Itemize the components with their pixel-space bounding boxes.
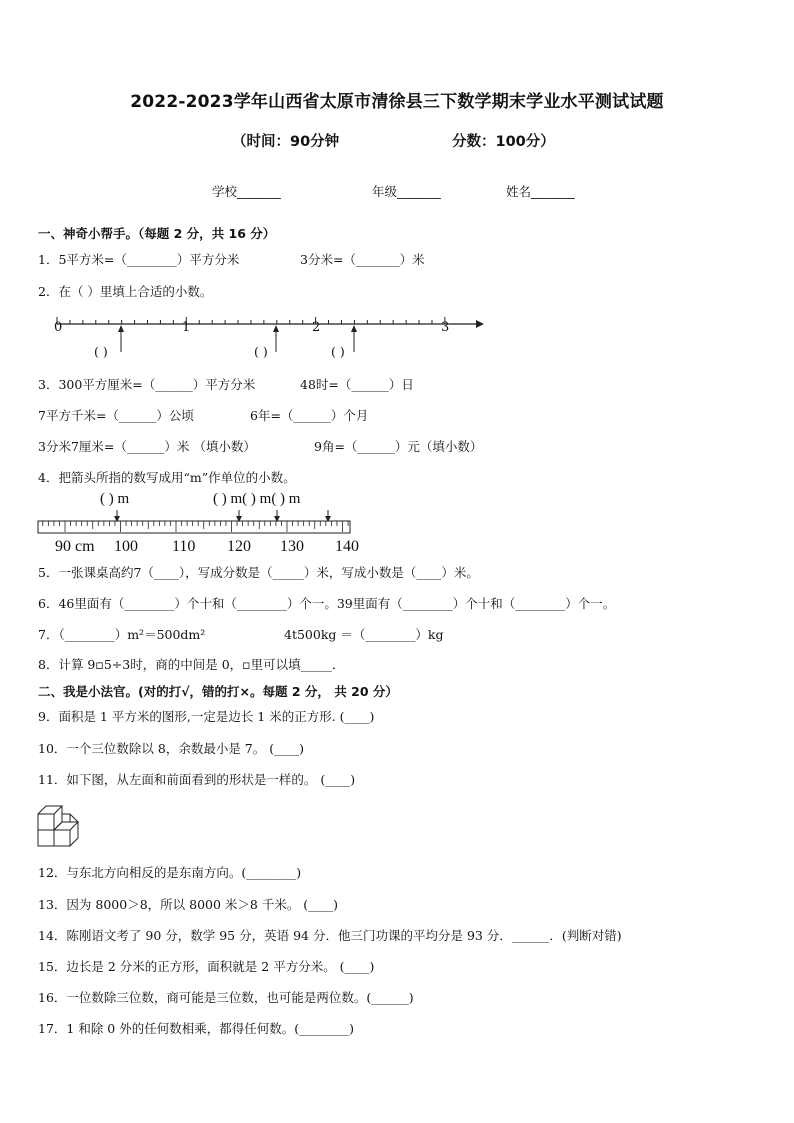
- ruler-label-140: 140: [335, 538, 359, 555]
- question-3a: 3．300平方厘米=（______）平方分米: [38, 377, 256, 392]
- number-line-blank-2: ( ): [254, 344, 268, 359]
- number-line-label-0: 0: [54, 320, 63, 335]
- question-6: 6．46里面有（________）个十和（________）个一。39里面有（________）个十和（________）个一。: [38, 596, 616, 611]
- name-field: 姓名_______: [506, 184, 575, 199]
- question-11: 11．如下图，从左面和前面看到的形状是一样的。 (____): [38, 772, 356, 787]
- question-16: 16．一位数除三位数，商可能是三位数，也可能是两位数。(______): [38, 990, 414, 1005]
- question-8: 8．计算 9▫5÷3时，商的中间是 0，▫里可以填_____．: [38, 657, 345, 672]
- question-4: 4．把箭头所指的数写成用“m”作单位的小数。: [38, 470, 296, 485]
- question-5: 5．一张课桌高约7（____），写成分数是（_____）米，写成小数是（____）米。: [38, 565, 479, 580]
- question-1a: 1．5平方米=（________）平方分米: [38, 252, 240, 267]
- ruler-label-110: 110: [172, 538, 196, 555]
- grade-field: 年级_______: [372, 184, 441, 199]
- question-9: 9．面积是 1 平方米的图形,一定是边长 1 米的正方形. (____): [38, 709, 375, 724]
- question-14: 14．陈刚语文考了 90 分，数学 95 分，英语 94 分．他三门功课的平均分是 93 分．______．(判断对错): [38, 928, 622, 943]
- question-3f: 9角=（______）元（填小数）: [314, 439, 483, 454]
- number-line-label-2: 2: [312, 320, 321, 335]
- question-7a: 7．（________）m²＝500dm²: [38, 627, 206, 642]
- ruler: [36, 505, 366, 537]
- question-3d: 6年=（______）个月: [250, 408, 369, 423]
- number-line-label-3: 3: [441, 320, 450, 335]
- question-3c: 7平方千米=（______）公顷: [38, 408, 194, 423]
- question-3e: 3分米7厘米=（______）米 （填小数）: [38, 439, 256, 454]
- question-1b: 3分米=（_______）米: [300, 252, 425, 267]
- ruler-label-130: 130: [280, 538, 304, 555]
- question-13: 13．因为 8000＞8，所以 8000 米＞8 千米。 (____): [38, 897, 339, 912]
- section-2-heading: 二、我是小法官。(对的打√，错的打×。每题 2 分， 共 20 分）: [38, 684, 398, 699]
- ruler-blank-2: ( ) m( ) m( ) m: [213, 491, 301, 507]
- page-title: 2022-2023学年山西省太原市清徐县三下数学期末学业水平测试试题: [130, 92, 664, 112]
- question-3b: 48时=（______）日: [300, 377, 414, 392]
- question-17: 17．1 和除 0 外的任何数相乘，都得任何数。(________): [38, 1021, 354, 1036]
- number-line-blank-1: ( ): [94, 344, 108, 359]
- question-2: 2．在（ ）里填上合适的小数。: [38, 284, 213, 299]
- exam-score: 分数：100分）: [452, 134, 555, 150]
- cube-stack-figure: [36, 800, 92, 850]
- number-line-blank-3: ( ): [331, 344, 345, 359]
- exam-time: （时间：90分钟: [232, 134, 340, 150]
- ruler-blank-1: ( ) m: [100, 491, 130, 507]
- ruler-label-90: 90 cm: [55, 538, 95, 555]
- question-7b: 4t500kg ＝（________）kg: [284, 627, 444, 642]
- number-line-label-1: 1: [182, 320, 191, 335]
- school-field: 学校_______: [212, 184, 281, 199]
- question-10: 10．一个三位数除以 8，余数最小是 7。 (____): [38, 741, 304, 756]
- question-12: 12．与东北方向相反的是东南方向。(________): [38, 865, 302, 880]
- section-1-heading: 一、神奇小帮手。（每题 2 分，共 16 分）: [38, 226, 276, 241]
- question-15: 15．边长是 2 分米的正方形，面积就是 2 平方分米。 (____): [38, 959, 375, 974]
- ruler-label-100: 100: [114, 538, 138, 555]
- ruler-label-120: 120: [227, 538, 251, 555]
